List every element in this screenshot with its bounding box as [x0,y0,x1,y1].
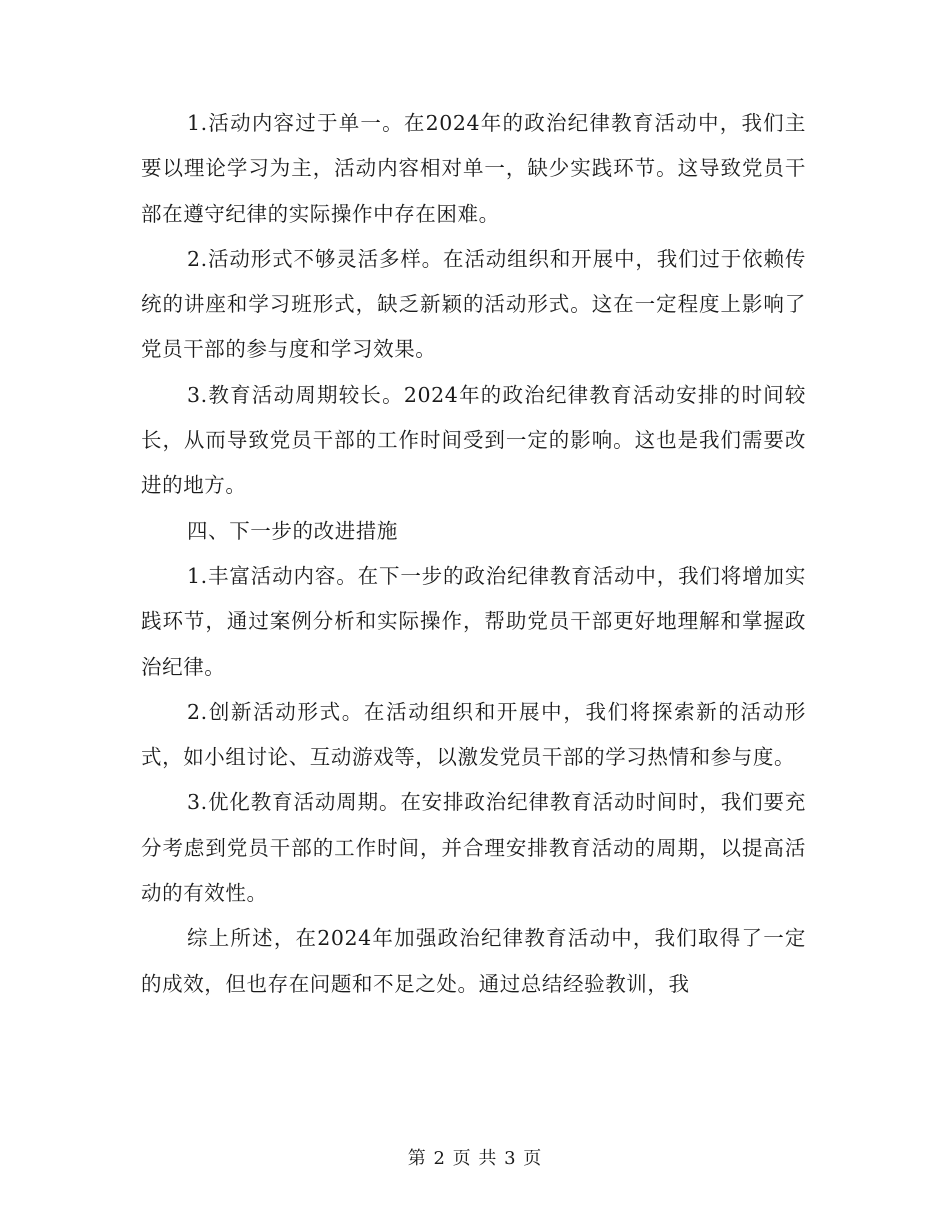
paragraph-problem-1: 1.活动内容过于单一。在2024年的政治纪律教育活动中，我们主要以理论学习为主，活动内容相对单一，缺少实践环节。这导致党员干部在遵守纪律的实际操作中存在困难。 [141,111,806,226]
paragraph-problem-2: 2.活动形式不够灵活多样。在活动组织和开展中，我们过于依赖传统的讲座和学习班形式，缺乏新颖的活动形式。这在一定程度上影响了党员干部的参与度和学习效果。 [141,246,806,362]
paragraph-problem-3: 3.教育活动周期较长。2024年的政治纪律教育活动安排的时间较长，从而导致党员干部的工作时间受到一定的影响。这也是我们需要改进的地方。 [141,382,806,498]
page-footer: 第 2 页 共 3 页 [407,1148,543,1169]
paragraph-conclusion: 综上所述，在2024年加强政治纪律教育活动中，我们取得了一定的成效，但也存在问题和不足之处。通过总结经验教训，我 [141,926,806,996]
paragraph-measure-2: 2.创新活动形式。在活动组织和开展中，我们将探索新的活动形式，如小组讨论、互动游戏等，以激发党员干部的学习热情和参与度。 [141,699,806,770]
paragraph-measure-3: 3.优化教育活动周期。在安排政治纪律教育活动时间时，我们要充分考虑到党员干部的工作时间，并合理安排教育活动的周期，以提高活动的有效性。 [141,790,806,906]
document-body [141,101,806,1007]
section-heading-improvements: 四、下一步的改进措施 [187,518,398,543]
paragraph-measure-1: 1.丰富活动内容。在下一步的政治纪律教育活动中，我们将增加实践环节，通过案例分析和实际操作，帮助党员干部更好地理解和掌握政治纪律。 [141,563,806,679]
